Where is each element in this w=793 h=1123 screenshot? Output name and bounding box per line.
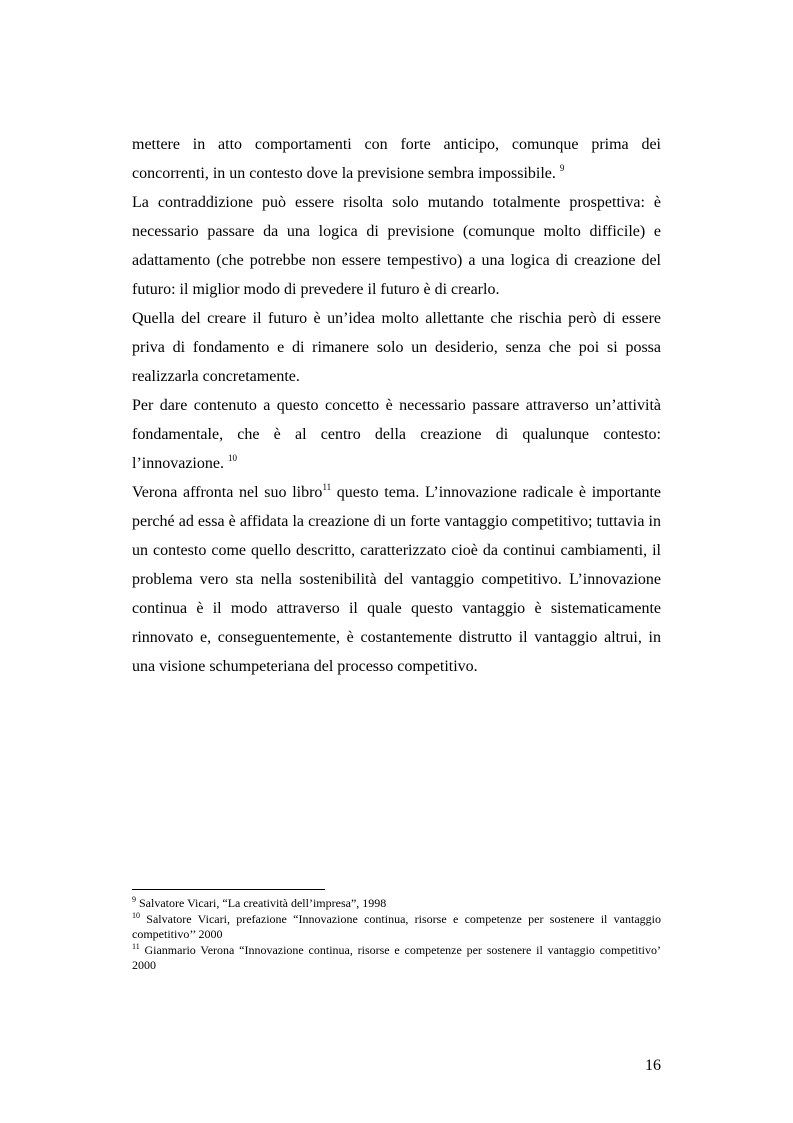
paragraph	[132, 478, 661, 681]
paragraph-text: Quella del creare il futuro è un’idea molto allettante che rischia però di essere priva di fondamento e di rimanere solo un desiderio, senza che poi si possa realizzarla concretamente.	[132, 310, 661, 385]
footnote	[132, 912, 661, 942]
footnote	[132, 896, 661, 911]
footnote-reference: 11	[322, 482, 332, 492]
footnote-separator	[132, 889, 325, 890]
paragraph	[132, 130, 661, 188]
footnote-number: 11	[132, 942, 140, 951]
paragraph-text: Verona affronta nel suo libro	[132, 484, 323, 501]
footnote-text: Gianmario Verona “Innovazione continua, risorse e competenze per sostenere il vantaggio competitivo’ 2000	[132, 943, 661, 972]
footnote-text: Salvatore Vicari, “La creatività dell’impresa”, 1998	[136, 896, 387, 910]
paragraph	[132, 188, 661, 304]
body-text	[132, 130, 661, 681]
paragraph-text: mettere in atto comportamenti con forte anticipo, comunque prima dei concorrenti, in un contesto dove la previsione sembra impossibile.	[132, 136, 661, 182]
footnote-reference: 9	[559, 163, 565, 173]
footnote-reference: 10	[227, 453, 237, 463]
footnote-text: Salvatore Vicari, prefazione “Innovazione continua, risorse e competenze per sostenere il vantaggio competitivo’’ 2000	[132, 912, 661, 941]
footnote-number: 9	[132, 895, 136, 904]
paragraph	[132, 304, 661, 391]
paragraph	[132, 391, 661, 478]
footnote-number: 10	[132, 911, 140, 920]
page-number: 16	[645, 1057, 661, 1074]
paragraph-text: Per dare contenuto a questo concetto è necessario passare attraverso un’attività fondamentale, che è al centro della creazione di qualunque contesto: l’innovazione.	[132, 397, 661, 472]
paragraph-text: questo tema. L’innovazione radicale è importante perché ad essa è affidata la creazione di un forte vantaggio competitivo; tuttavia in un contesto come quello descritto, caratterizzato cioè da continui cambiamenti, il problema vero sta nella sostenibilità del vantaggio competitivo. L’innovazione continua è il modo attraverso il quale questo vantaggio è sistematicamente rinnovato e, conseguentemente, è costantemente distrutto il vantaggio altrui, in una visione schumpeteriana del processo competitivo.	[132, 484, 662, 675]
footnote	[132, 943, 661, 973]
paragraph-text: La contraddizione può essere risolta solo mutando totalmente prospettiva: è necessario passare da una logica di previsione (comunque molto difficile) e adattamento (che potrebbe non essere tempestivo) a una logica di creazione del futuro: il miglior modo di prevedere il futuro è di crearlo.	[132, 194, 661, 298]
footnotes	[132, 896, 661, 974]
